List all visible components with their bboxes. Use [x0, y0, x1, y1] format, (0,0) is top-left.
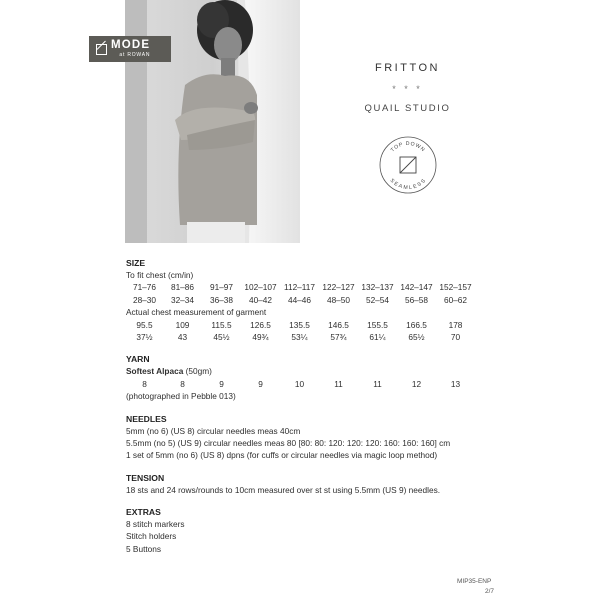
size-cell: 71–76 [132, 282, 157, 293]
size-cell: 37½ [136, 331, 153, 342]
size-cell: 152–157 [439, 282, 472, 293]
extras-item: 5 Buttons [126, 543, 162, 554]
size-cell: 32–34 [170, 294, 195, 305]
yarn-balls-row [126, 378, 496, 390]
actual-chest-label: Actual chest measurement of garment [126, 307, 267, 318]
yarn-cell: 11 [373, 378, 382, 389]
size-cell: 28–30 [132, 294, 157, 305]
size-cell: 146.5 [328, 319, 349, 330]
size-cell: 53¼ [291, 331, 308, 342]
size-cell: 52–54 [365, 294, 390, 305]
needles-heading: NEEDLES [126, 413, 167, 424]
size-cell: 40–42 [248, 294, 273, 305]
extras-item: 8 stitch markers [126, 519, 185, 530]
badge-bottom-text: SEAMLESS [388, 177, 428, 192]
extras-heading: EXTRAS [126, 507, 161, 518]
tension-text: 18 sts and 24 rows/rounds to 10cm measured over st st using 5.5mm (US 9) needles. [126, 484, 441, 495]
svg-text:TOP DOWN [390, 141, 426, 154]
designer-name: QUAIL STUDIO [364, 103, 451, 114]
size-cell: 65½ [408, 331, 425, 342]
yarn-name: Softest Alpaca [126, 366, 184, 377]
brand-label [89, 36, 171, 62]
size-cell: 48–50 [326, 294, 351, 305]
yarn-weight: (50gm) [183, 366, 212, 377]
yarn-cell: 8 [142, 378, 147, 389]
yarn-name-line [126, 365, 496, 377]
size-cell: 102–107 [244, 282, 277, 293]
size-cell: 45½ [213, 331, 230, 342]
size-cell: 132–137 [361, 282, 394, 293]
size-cell: 126.5 [250, 319, 271, 330]
top-down-seamless-badge-icon [378, 135, 438, 195]
actual-in-row [126, 331, 496, 343]
brand-logo-icon [96, 44, 107, 55]
yarn-cell: 10 [294, 378, 305, 389]
size-cell: 70 [450, 331, 461, 342]
tension-heading: TENSION [126, 472, 165, 483]
size-fit-label: To fit chest (cm/in) [126, 270, 194, 280]
size-heading: SIZE [126, 258, 146, 268]
brand-name: MODE [111, 39, 151, 52]
size-cell: 49¾ [252, 331, 269, 342]
needles-line: 5.5mm (no 5) (US 9) circular needles meas 80 [80: 80: 120: 120: 120: 160: 160: 160] cm [126, 437, 451, 448]
yarn-cell: 11 [334, 378, 343, 389]
size-cell: 109 [175, 319, 190, 330]
pattern-details [126, 257, 496, 555]
yarn-note: (photographed in Pebble 013) [126, 391, 236, 402]
yarn-cell: 9 [219, 378, 224, 389]
pattern-title: FRITTON [375, 62, 440, 74]
size-cell: 178 [448, 319, 463, 330]
size-cell: 60–62 [443, 294, 468, 305]
size-cell: 57¾ [330, 331, 347, 342]
size-cell: 122–127 [322, 282, 355, 293]
size-cell: 81–86 [170, 282, 195, 293]
pattern-code: MIP35-ENP [457, 578, 492, 585]
page-number: 2/7 [485, 588, 495, 595]
actual-cm-row [126, 319, 496, 331]
badge-top-text: TOP DOWN [389, 140, 427, 154]
title-divider: * * * [392, 84, 423, 94]
size-cell: 91–97 [209, 282, 234, 293]
size-cell: 43 [177, 331, 188, 342]
size-cell: 166.5 [406, 319, 427, 330]
size-cell: 36–38 [209, 294, 234, 305]
size-cell: 115.5 [211, 319, 232, 330]
yarn-cell: 12 [411, 378, 422, 389]
yarn-cell: 8 [180, 378, 185, 389]
extras-item: Stitch holders [126, 531, 177, 542]
size-cell: 61¼ [369, 331, 386, 342]
yarn-cell: 9 [258, 378, 263, 389]
size-cell: 135.5 [289, 319, 310, 330]
needles-line: 5mm (no 6) (US 8) circular needles meas 40cm [126, 425, 301, 436]
yarn-heading: YARN [126, 354, 150, 365]
size-cell: 44–46 [287, 294, 312, 305]
size-fit-in-row [126, 294, 496, 306]
size-cell: 95.5 [136, 319, 153, 330]
yarn-cell: 13 [450, 378, 461, 389]
size-fit-cm-row [126, 281, 496, 293]
size-cell: 112–117 [283, 282, 316, 293]
size-cell: 56–58 [404, 294, 429, 305]
size-cell: 142–147 [400, 282, 433, 293]
size-cell: 155.5 [367, 319, 388, 330]
needles-line: 1 set of 5mm (no 6) (US 8) dpns (for cuffs or circular needles via magic loop method) [126, 450, 438, 461]
brand-subname: at ROWAN [119, 51, 151, 58]
